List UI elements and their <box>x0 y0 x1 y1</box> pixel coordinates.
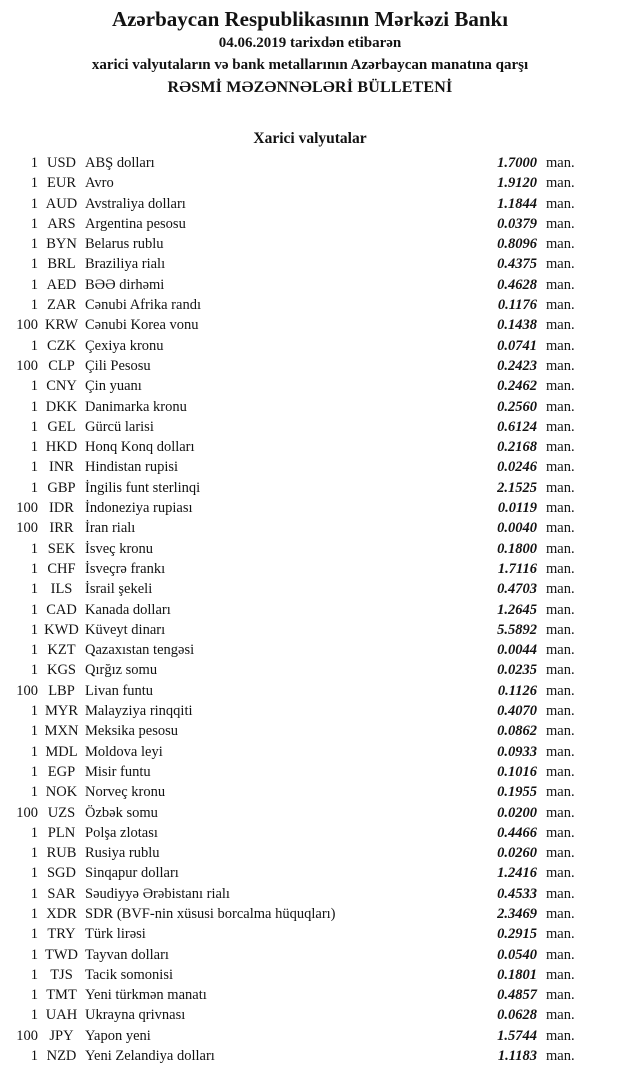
currency-code-cell: SAR <box>47 885 76 902</box>
unit-cell: man. <box>546 357 575 374</box>
currency-name-cell: Cənubi Korea vonu <box>85 317 199 334</box>
quantity-cell: 1 <box>30 215 38 232</box>
currency-code-cell: MDL <box>45 743 78 760</box>
rate-row <box>0 1026 620 1046</box>
rate-value-cell: 0.0540 <box>497 946 537 963</box>
rate-value-cell: 2.1525 <box>497 479 537 496</box>
rate-row <box>0 559 620 579</box>
rate-row <box>0 295 620 315</box>
rate-value-cell: 0.1438 <box>497 317 537 334</box>
rate-value-cell: 1.2645 <box>497 601 537 618</box>
currency-name-cell: İsveçrə frankı <box>85 560 166 577</box>
rate-value-cell: 1.2416 <box>497 865 537 882</box>
currency-name-cell: Norveç kronu <box>85 784 166 801</box>
rate-row <box>0 539 620 559</box>
rate-row <box>0 417 620 437</box>
currency-code-cell: GBP <box>47 479 76 496</box>
rate-value-cell: 0.2423 <box>497 357 537 374</box>
rate-value-cell: 2.3469 <box>497 905 537 922</box>
currency-name-cell: Cənubi Afrika randı <box>85 297 201 314</box>
rate-value-cell: 0.1955 <box>497 784 537 801</box>
unit-cell: man. <box>546 621 575 638</box>
currency-code-cell: CNY <box>46 378 77 395</box>
currency-name-cell: Yeni türkmən manatı <box>85 987 207 1004</box>
rate-row <box>0 823 620 843</box>
quantity-cell: 1 <box>30 479 38 496</box>
quantity-cell: 1 <box>30 723 38 740</box>
rate-value-cell: 0.4628 <box>497 276 537 293</box>
rate-row <box>0 904 620 924</box>
currency-code-cell: TRY <box>47 926 76 943</box>
unit-cell: man. <box>546 804 575 821</box>
unit-cell: man. <box>546 378 575 395</box>
currency-name-cell: Yapon yeni <box>85 1027 151 1044</box>
rate-value-cell: 0.8096 <box>497 236 537 253</box>
currency-code-cell: USD <box>46 155 76 171</box>
currency-code-cell: BRL <box>47 256 76 273</box>
rate-value-cell: 0.1800 <box>497 540 537 557</box>
unit-cell: man. <box>546 662 575 679</box>
quantity-cell: 100 <box>16 317 38 334</box>
unit-cell: man. <box>546 418 575 435</box>
rate-row <box>0 1046 620 1066</box>
rate-row <box>0 518 620 538</box>
currency-code-cell: CAD <box>46 601 77 618</box>
quantity-cell: 1 <box>30 905 38 922</box>
currency-code-cell: CHF <box>47 560 76 577</box>
quantity-cell: 1 <box>30 662 38 679</box>
currency-name-cell: SDR (BVF-nin xüsusi borcalma hüquqları) <box>85 905 336 922</box>
unit-cell: man. <box>546 1007 575 1024</box>
unit-cell: man. <box>546 601 575 618</box>
currency-code-cell: NZD <box>46 1048 77 1065</box>
currency-name-cell: Qazaxıstan tengəsi <box>85 642 195 659</box>
unit-cell: man. <box>546 175 575 192</box>
unit-cell: man. <box>546 926 575 943</box>
quantity-cell: 1 <box>30 459 38 476</box>
unit-cell: man. <box>546 195 575 212</box>
currency-code-cell: SGD <box>46 865 76 882</box>
rate-row <box>0 376 620 396</box>
document-header <box>0 0 620 99</box>
rate-row <box>0 863 620 883</box>
currency-name-cell: Yeni Zelandiya dolları <box>85 1048 215 1065</box>
currency-code-cell: ILS <box>50 581 73 598</box>
currency-name-cell: Danimarka kronu <box>85 398 187 415</box>
currency-code-cell: TJS <box>50 966 73 983</box>
currency-name-cell: Ukrayna qrivnası <box>85 1007 186 1024</box>
rate-row <box>0 498 620 518</box>
currency-code-cell: IDR <box>49 500 74 517</box>
quantity-cell: 1 <box>30 581 38 598</box>
rate-row <box>0 254 620 274</box>
currency-code-cell: DKK <box>45 398 78 415</box>
currency-code-cell: NOK <box>45 784 78 801</box>
unit-cell: man. <box>546 317 575 334</box>
rate-row <box>0 782 620 802</box>
unit-cell: man. <box>546 560 575 577</box>
rate-row <box>0 579 620 599</box>
quantity-cell: 1 <box>30 337 38 354</box>
unit-cell: man. <box>546 682 575 699</box>
quantity-cell: 1 <box>30 703 38 720</box>
quantity-cell: 1 <box>30 926 38 943</box>
quantity-cell: 1 <box>30 946 38 963</box>
quantity-cell: 1 <box>30 1007 38 1024</box>
rate-row <box>0 640 620 660</box>
rate-value-cell: 1.5744 <box>497 1027 537 1044</box>
rate-row <box>0 275 620 295</box>
quantity-cell: 1 <box>30 175 38 192</box>
unit-cell: man. <box>546 337 575 354</box>
rate-row <box>0 681 620 701</box>
currency-code-cell: TWD <box>44 946 78 963</box>
currency-code-cell: CLP <box>48 357 75 374</box>
currency-name-cell: Kanada dolları <box>85 601 171 618</box>
rate-row <box>0 843 620 863</box>
quantity-cell: 1 <box>30 256 38 273</box>
quantity-cell: 1 <box>30 276 38 293</box>
rate-row <box>0 701 620 721</box>
rate-row <box>0 315 620 335</box>
currency-name-cell: Polşa zlotası <box>85 824 158 841</box>
currency-name-cell: Belarus rublu <box>85 236 164 253</box>
unit-cell: man. <box>546 946 575 963</box>
currency-name-cell: Meksika pesosu <box>85 723 179 740</box>
currency-name-cell: Rusiya rublu <box>85 845 160 862</box>
quantity-cell: 1 <box>30 439 38 456</box>
currency-code-cell: ZAR <box>47 297 76 314</box>
rate-value-cell: 0.2915 <box>497 926 537 943</box>
currency-name-cell: İngilis funt sterlinqi <box>85 479 201 496</box>
quantity-cell: 1 <box>30 155 38 171</box>
unit-cell: man. <box>546 703 575 720</box>
currency-name-cell: Səudiyyə Ərəbistanı rialı <box>85 885 230 902</box>
rate-row <box>0 478 620 498</box>
currency-name-cell: Türk lirəsi <box>85 926 146 943</box>
currency-name-cell: BƏƏ dirhəmi <box>85 276 165 293</box>
currency-name-cell: Özbək somu <box>85 804 158 821</box>
quantity-cell: 1 <box>30 865 38 882</box>
rate-value-cell: 0.0246 <box>497 459 537 476</box>
currency-code-cell: RUB <box>46 845 77 862</box>
unit-cell: man. <box>546 784 575 801</box>
quantity-cell: 100 <box>16 682 38 699</box>
rate-row <box>0 153 620 173</box>
quantity-cell: 1 <box>30 885 38 902</box>
rate-row <box>0 660 620 680</box>
exchange-rates-table <box>0 153 620 1066</box>
rate-value-cell: 0.0044 <box>497 642 537 659</box>
quantity-cell: 100 <box>16 804 38 821</box>
quantity-cell: 1 <box>30 540 38 557</box>
quantity-cell: 1 <box>30 1048 38 1065</box>
rate-row <box>0 234 620 254</box>
currency-code-cell: AED <box>46 276 77 293</box>
unit-cell: man. <box>546 297 575 314</box>
quantity-cell: 1 <box>30 784 38 801</box>
bank-title: Azərbaycan Respublikasının Mərkəzi Bankı <box>111 7 509 31</box>
currency-code-cell: GEL <box>47 418 76 435</box>
effective-date-line: 04.06.2019 tarixdən etibarən <box>218 35 402 51</box>
currency-code-cell: IRR <box>49 520 74 537</box>
rate-value-cell: 1.1844 <box>497 195 537 212</box>
unit-cell: man. <box>546 236 575 253</box>
currency-name-cell: Küveyt dinarı <box>85 621 166 638</box>
rate-value-cell: 0.0741 <box>497 337 537 354</box>
subject-line: xarici valyutaların və bank metallarının Azərbaycan manatına qarşı <box>91 57 529 73</box>
currency-code-cell: INR <box>49 459 74 476</box>
currency-name-cell: Braziliya rialı <box>85 256 166 273</box>
rate-value-cell: 0.4857 <box>497 987 537 1004</box>
rate-value-cell: 0.0119 <box>497 500 537 517</box>
quantity-cell: 1 <box>30 642 38 659</box>
rate-row <box>0 437 620 457</box>
currency-name-cell: İran rialı <box>85 520 136 537</box>
quantity-cell: 1 <box>30 621 38 638</box>
quantity-cell: 1 <box>30 398 38 415</box>
rate-value-cell: 1.7116 <box>497 560 537 577</box>
unit-cell: man. <box>546 581 575 598</box>
currency-code-cell: MYR <box>44 703 79 720</box>
rate-row <box>0 742 620 762</box>
currency-code-cell: PLN <box>47 824 76 841</box>
unit-cell: man. <box>546 155 575 171</box>
currency-name-cell: ABŞ dolları <box>85 155 155 171</box>
unit-cell: man. <box>546 845 575 862</box>
rate-row <box>0 397 620 417</box>
unit-cell: man. <box>546 1048 575 1065</box>
unit-cell: man. <box>546 215 575 232</box>
currency-code-cell: HKD <box>45 439 78 456</box>
unit-cell: man. <box>546 500 575 517</box>
currency-code-cell: EGP <box>47 763 76 780</box>
unit-cell: man. <box>546 865 575 882</box>
rate-value-cell: 0.1016 <box>497 763 537 780</box>
rate-row <box>0 356 620 376</box>
rate-value-cell: 1.1183 <box>497 1048 537 1065</box>
rate-row <box>0 762 620 782</box>
unit-cell: man. <box>546 763 575 780</box>
currency-name-cell: Argentina pesosu <box>85 215 186 232</box>
quantity-cell: 1 <box>30 845 38 862</box>
currency-name-cell: Sinqapur dolları <box>85 865 179 882</box>
currency-name-cell: Honq Konq dolları <box>85 439 195 456</box>
currency-name-cell: Avro <box>85 175 114 192</box>
rate-row <box>0 173 620 193</box>
currency-code-cell: ARS <box>47 215 76 232</box>
currency-code-cell: MXN <box>44 723 79 740</box>
currency-code-cell: AUD <box>45 195 78 212</box>
section-title-foreign-currencies: Xarici valyutalar <box>253 130 367 147</box>
quantity-cell: 1 <box>30 743 38 760</box>
unit-cell: man. <box>546 743 575 760</box>
rate-row <box>0 965 620 985</box>
unit-cell: man. <box>546 885 575 902</box>
currency-name-cell: Hindistan rupisi <box>85 459 179 476</box>
currency-code-cell: LBP <box>48 682 75 699</box>
unit-cell: man. <box>546 439 575 456</box>
quantity-cell: 1 <box>30 824 38 841</box>
unit-cell: man. <box>546 276 575 293</box>
rate-value-cell: 1.7000 <box>497 155 537 171</box>
currency-name-cell: Avstraliya dolları <box>85 195 186 212</box>
rate-value-cell: 0.1126 <box>497 682 537 699</box>
rate-row <box>0 620 620 640</box>
currency-code-cell: CZK <box>47 337 76 354</box>
currency-name-cell: İndoneziya rupiası <box>85 500 193 517</box>
rate-value-cell: 1.9120 <box>497 175 537 192</box>
currency-code-cell: KRW <box>44 317 79 334</box>
unit-cell: man. <box>546 1027 575 1044</box>
currency-name-cell: Tacik somonisi <box>85 966 173 983</box>
quantity-cell: 1 <box>30 418 38 435</box>
rate-value-cell: 0.0933 <box>497 743 537 760</box>
rate-value-cell: 0.1176 <box>497 297 537 314</box>
unit-cell: man. <box>546 256 575 273</box>
rate-value-cell: 0.4703 <box>497 581 537 598</box>
quantity-cell: 1 <box>30 378 38 395</box>
rate-value-cell: 0.4070 <box>497 703 537 720</box>
rate-value-cell: 0.4375 <box>497 256 537 273</box>
rate-row <box>0 721 620 741</box>
currency-name-cell: Qırğız somu <box>85 662 158 679</box>
currency-code-cell: SEK <box>47 540 76 557</box>
currency-code-cell: UZS <box>47 804 76 821</box>
currency-name-cell: Livan funtu <box>85 682 154 699</box>
quantity-cell: 1 <box>30 966 38 983</box>
currency-name-cell: Çexiya kronu <box>85 337 164 354</box>
rate-row <box>0 336 620 356</box>
quantity-cell: 1 <box>30 987 38 1004</box>
quantity-cell: 100 <box>16 500 38 517</box>
bulletin-title: RƏSMİ MƏZƏNNƏLƏRİ BÜLLETENİ <box>167 79 453 96</box>
currency-code-cell: TMT <box>46 987 77 1004</box>
currency-code-cell: KGS <box>46 662 76 679</box>
quantity-cell: 100 <box>16 520 38 537</box>
currency-name-cell: Gürcü larisi <box>85 418 154 435</box>
rate-row <box>0 457 620 477</box>
currency-name-cell: İsveç kronu <box>85 540 154 557</box>
rate-value-cell: 0.0040 <box>497 520 537 537</box>
currency-name-cell: Malayziya rinqqiti <box>85 703 193 720</box>
rate-value-cell: 0.0379 <box>497 215 537 232</box>
rate-value-cell: 5.5892 <box>497 621 537 638</box>
unit-cell: man. <box>546 520 575 537</box>
rate-row <box>0 945 620 965</box>
quantity-cell: 1 <box>30 763 38 780</box>
rate-row <box>0 803 620 823</box>
unit-cell: man. <box>546 398 575 415</box>
rate-value-cell: 0.0628 <box>497 1007 537 1024</box>
unit-cell: man. <box>546 540 575 557</box>
currency-code-cell: UAH <box>45 1007 78 1024</box>
rate-value-cell: 0.4533 <box>497 885 537 902</box>
rate-row <box>0 985 620 1005</box>
currency-name-cell: Misir funtu <box>85 763 151 780</box>
rate-value-cell: 0.0862 <box>497 723 537 740</box>
rate-value-cell: 0.0260 <box>497 845 537 862</box>
currency-name-cell: İsrail şekeli <box>85 581 153 598</box>
currency-name-cell: Moldova leyi <box>85 743 163 760</box>
unit-cell: man. <box>546 642 575 659</box>
quantity-cell: 100 <box>16 357 38 374</box>
rate-value-cell: 0.2462 <box>497 378 537 395</box>
unit-cell: man. <box>546 459 575 476</box>
quantity-cell: 1 <box>30 601 38 618</box>
currency-code-cell: JPY <box>49 1027 74 1044</box>
currency-code-cell: XDR <box>46 905 77 922</box>
currency-code-cell: BYN <box>46 236 77 253</box>
rate-value-cell: 0.0200 <box>497 804 537 821</box>
rate-row <box>0 1005 620 1025</box>
rate-row <box>0 194 620 214</box>
rate-value-cell: 0.4466 <box>497 824 537 841</box>
unit-cell: man. <box>546 966 575 983</box>
rate-row <box>0 600 620 620</box>
currency-code-cell: KZT <box>47 642 76 659</box>
rate-row <box>0 884 620 904</box>
quantity-cell: 1 <box>30 297 38 314</box>
currency-name-cell: Çili Pesosu <box>85 357 151 374</box>
rate-row <box>0 924 620 944</box>
unit-cell: man. <box>546 824 575 841</box>
rate-value-cell: 0.2560 <box>497 398 537 415</box>
unit-cell: man. <box>546 479 575 496</box>
unit-cell: man. <box>546 723 575 740</box>
rate-row <box>0 214 620 234</box>
currency-name-cell: Tayvan dolları <box>85 946 169 963</box>
quantity-cell: 1 <box>30 560 38 577</box>
rate-value-cell: 0.2168 <box>497 439 537 456</box>
rate-value-cell: 0.6124 <box>497 418 537 435</box>
quantity-cell: 1 <box>30 236 38 253</box>
quantity-cell: 1 <box>30 195 38 212</box>
currency-code-cell: EUR <box>47 175 76 192</box>
quantity-cell: 100 <box>16 1027 38 1044</box>
unit-cell: man. <box>546 905 575 922</box>
currency-code-cell: KWD <box>44 621 79 638</box>
rate-value-cell: 0.0235 <box>497 662 537 679</box>
rate-value-cell: 0.1801 <box>497 966 537 983</box>
unit-cell: man. <box>546 987 575 1004</box>
currency-name-cell: Çin yuanı <box>85 378 142 395</box>
